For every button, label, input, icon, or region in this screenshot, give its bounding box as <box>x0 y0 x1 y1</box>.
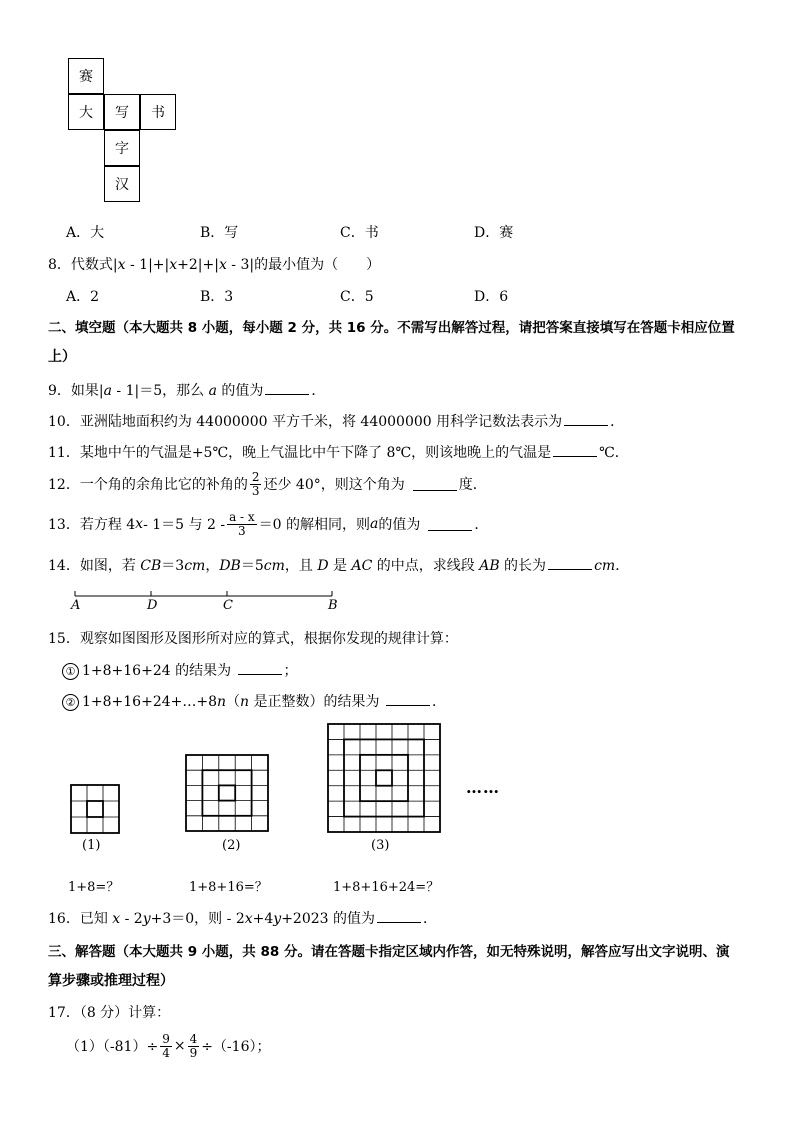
grid-ring <box>71 785 119 833</box>
question-15: 15．观察如图图形及图形所对应的算式，根据你发现的规律计算： <box>48 631 458 647</box>
q7-option-a: A．大 <box>66 225 105 241</box>
grid-ring <box>219 785 235 800</box>
answer-blank[interactable] <box>377 910 421 923</box>
pattern-figure-2 <box>185 754 269 832</box>
grid-ring <box>376 770 392 785</box>
answer-blank[interactable] <box>265 382 309 395</box>
fraction: $\frac{4}{9}$ <box>189 1031 198 1060</box>
q8-option-c: C．5 <box>340 289 374 305</box>
answer-blank[interactable] <box>553 444 597 457</box>
grid-ring <box>202 770 251 816</box>
question-11: 11．某地中午的气温是+5℃，晚上气温比中午下降了 8℃，则该地晚上的气温是 ℃． <box>48 445 629 461</box>
point-label-a: A <box>71 598 81 613</box>
answer-blank[interactable] <box>386 693 430 706</box>
grid-ring <box>344 739 424 816</box>
fraction: $\frac{a - x}{3}$ <box>229 509 255 538</box>
q7-option-b: B．写 <box>200 225 239 241</box>
q8-option-d: D．6 <box>474 289 509 305</box>
point-label-d: D <box>147 598 158 613</box>
answer-blank[interactable] <box>564 413 608 426</box>
section-2-heading-cont: 上） <box>48 349 76 365</box>
question-9: 9．如果|a - 1|＝5，那么 a 的值为 ． <box>48 383 326 399</box>
net-cell: 书 <box>140 94 176 130</box>
question-16: 16．已知 x - 2y+3＝0，则 - 2x+4y+2023 的值为 ． <box>48 911 438 927</box>
net-cell: 赛 <box>68 58 104 94</box>
net-cell: 汉 <box>104 166 140 202</box>
answer-blank[interactable] <box>413 478 457 491</box>
section-3-heading-cont: 算步骤或推理过程） <box>48 973 174 989</box>
question-13: 13．若方程 4 x - 1＝5 与 2 - $\frac{a - x}{3}$ ＝0 的解相同，则 a 的值为 ． <box>48 509 489 538</box>
figure-label-2: (2) <box>222 838 241 853</box>
formula-2: 1+8+16=？ <box>189 880 268 895</box>
q15-sub-1: ① 1+8+16+24 的结果为 ； <box>62 660 298 680</box>
grid-ring <box>186 755 268 831</box>
answer-blank[interactable] <box>428 518 472 531</box>
figure-label-3: (3) <box>371 838 390 853</box>
question-12: 12．一个角的余角比它的补角的 $\frac{2}{3}$ 还少 40°，则这个角为 度． <box>48 469 487 498</box>
segment-figure <box>70 586 350 616</box>
question-8: 8．代数式|x - 1|+|x+2|+|x - 3|的最小值为（ ） <box>48 257 381 273</box>
continuation-dots: …… <box>466 778 500 797</box>
point-label-c: C <box>223 598 233 613</box>
net-cell: 写 <box>104 94 140 130</box>
q15-sub-2: ② 1+8+16+24+…+8n（n 是正整数）的结果为 ． <box>62 691 446 711</box>
grid-ring <box>360 755 408 801</box>
formula-3: 1+8+16+24=？ <box>333 880 440 895</box>
net-cell: 字 <box>104 130 140 166</box>
q8-option-b: B．3 <box>200 289 234 305</box>
section-2-heading: 二、填空题（本大题共 8 小题，每小题 2 分，共 16 分。不需写出解答过程，请把答案直接填写在答题卡相应位置 <box>48 320 735 336</box>
figure-label-1: (1) <box>82 838 101 853</box>
fraction: $\frac{9}{4}$ <box>162 1031 170 1060</box>
grid-ring <box>87 801 103 817</box>
net-cell: 大 <box>68 94 104 130</box>
pattern-figure-3 <box>327 723 441 833</box>
question-17: 17．（8 分）计算： <box>48 1005 171 1021</box>
formula-1: 1+8=？ <box>68 880 120 895</box>
pattern-figure-1 <box>70 784 120 834</box>
q7-option-d: D．赛 <box>474 225 514 241</box>
q7-option-c: C．书 <box>340 225 379 241</box>
question-14: 14．如图，若 CB＝3cm，DB＝5cm，且 D 是 AC 的中点，求线段 AB 的长为 cm． <box>48 558 630 574</box>
q8-option-a: A．2 <box>66 289 100 305</box>
q17-part-1: （1）（-81）÷ $\frac{9}{4}$ × $\frac{4}{9}$ ÷（-16）； <box>66 1031 271 1060</box>
answer-blank[interactable] <box>238 662 282 675</box>
question-10: 10．亚洲陆地面积约为 44000000 平方千米，将 44000000 用科学记数法表示为 ． <box>48 414 625 430</box>
answer-blank[interactable] <box>548 557 592 570</box>
point-label-b: B <box>328 598 338 613</box>
fraction: $\frac{2}{3}$ <box>251 469 260 498</box>
section-3-heading: 三、解答题（本大题共 9 小题，共 88 分。请在答题卡指定区域内作答，如无特殊说明，解答应写出文字说明、演 <box>48 944 730 960</box>
